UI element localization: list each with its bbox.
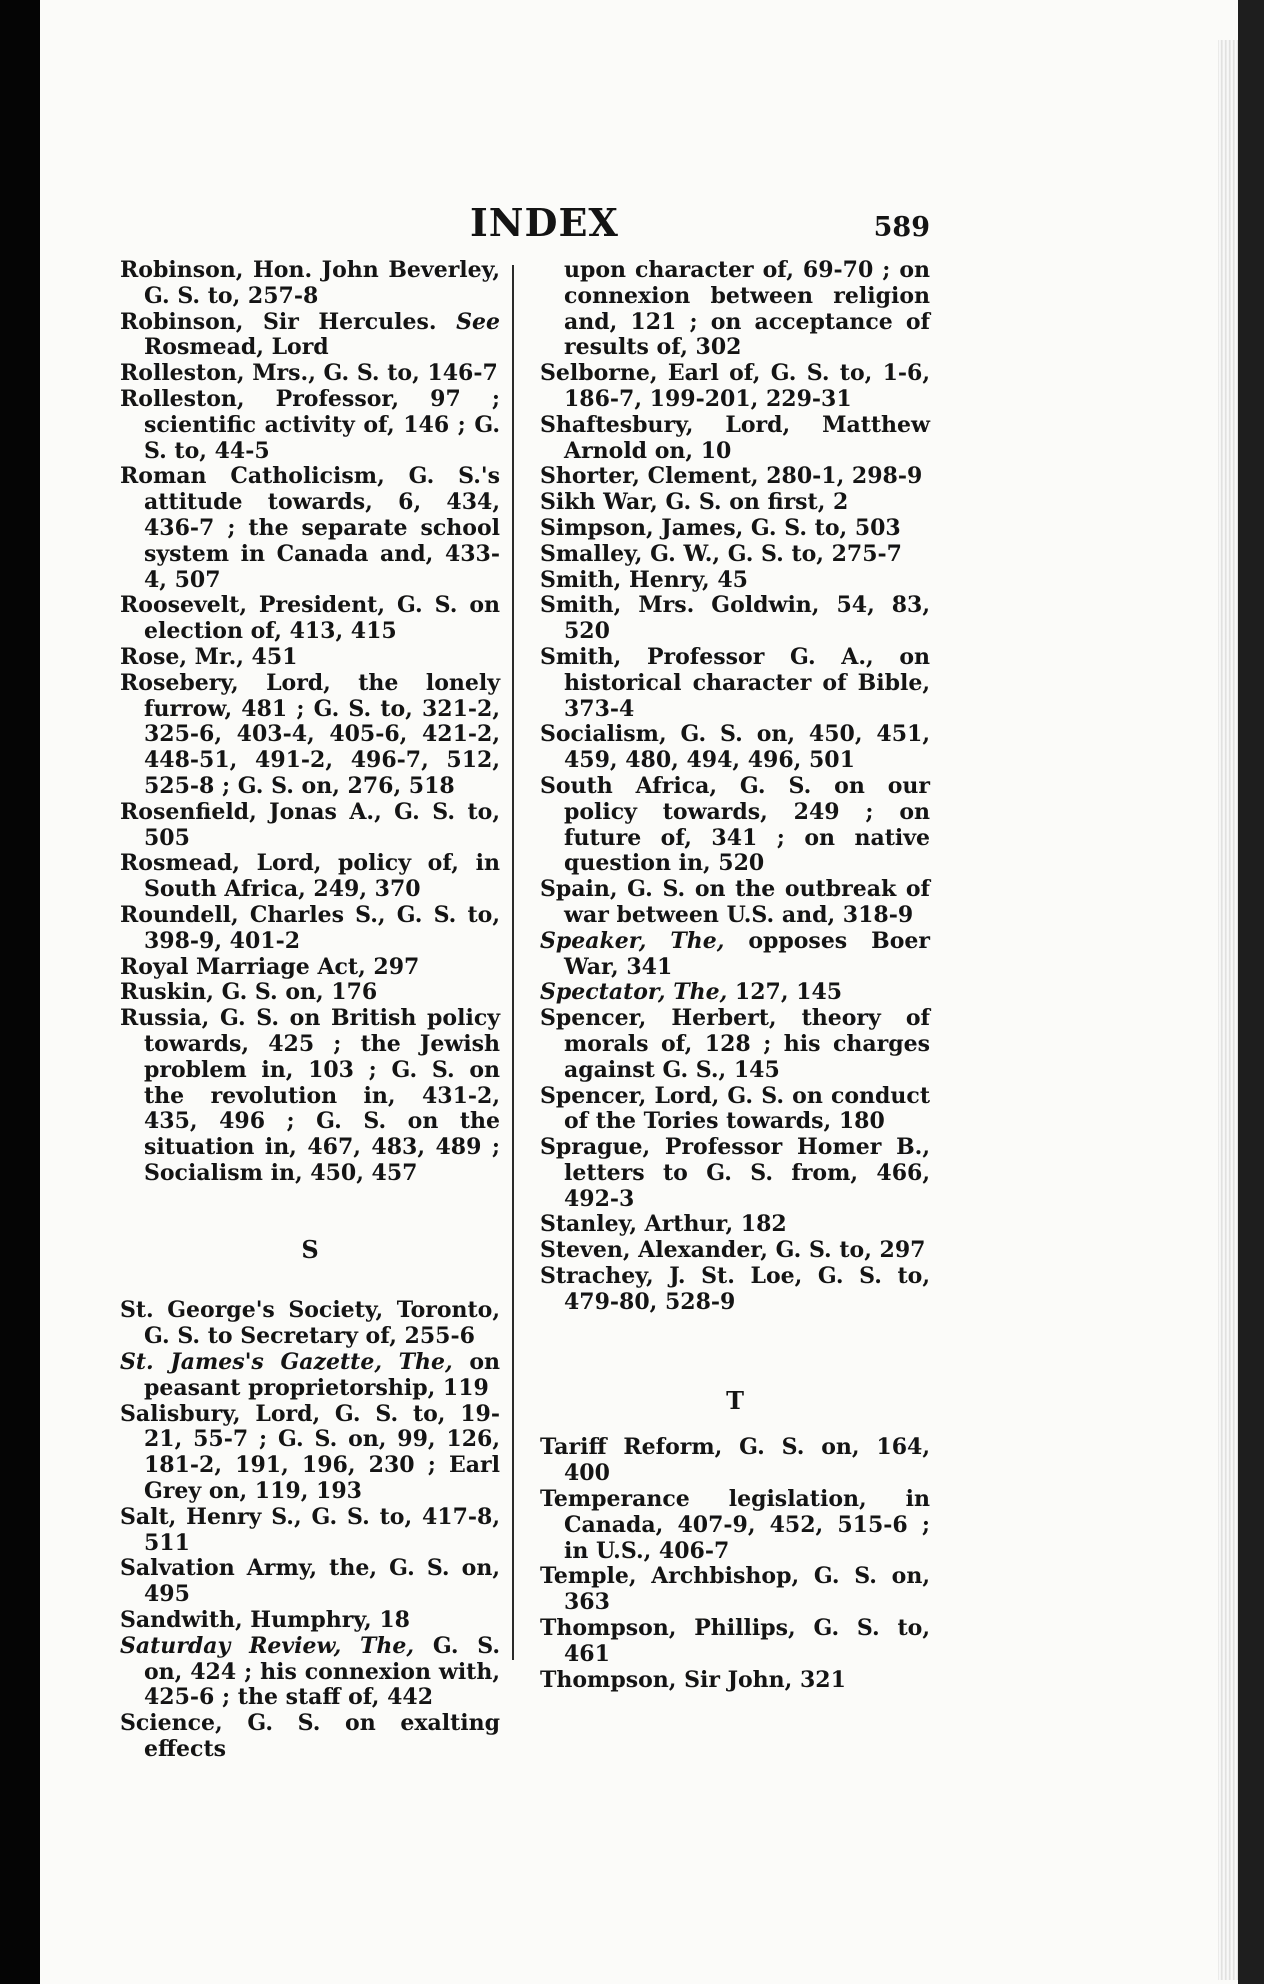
index-entry: South Africa, G. S. on our policy towards, 249 ; on future of, 341 ; on native question in, 520 (540, 772, 930, 877)
index-entry: Smith, Henry, 45 (540, 566, 748, 593)
index-entry: Spencer, Herbert, theory of morals of, 128 ; his charges against G. S., 145 (540, 1005, 930, 1083)
section-letter-t: T (726, 1385, 744, 1415)
index-entry: Sprague, Professor Homer B., letters to G. S. from, 466, 492-3 (540, 1134, 930, 1212)
index-entry: Robinson, Sir Hercules. See Rosmead, Lord (120, 308, 500, 361)
index-entry: Stanley, Arthur, 182 (540, 1211, 787, 1238)
index-entry: Smith, Mrs. Goldwin, 54, 83, 520 (540, 592, 930, 645)
index-entry: Ruskin, G. S. on, 176 (120, 979, 378, 1006)
index-entry: Rosmead, Lord, policy of, in South Africa, 249, 370 (120, 850, 500, 903)
section-letter-s: S (301, 1234, 319, 1264)
index-entry: Strachey, J. St. Loe, G. S. to, 479-80, 528-9 (540, 1263, 930, 1315)
left-entries-s (120, 1298, 500, 1762)
index-entry: Salisbury, Lord, G. S. to, 19-21, 55-7 ; G. S. on, 99, 126, 181-2, 191, 196, 230 ; Earl Grey on, 119, 193 (120, 1400, 500, 1505)
page-number: 589 (873, 212, 930, 243)
column-rule (512, 265, 514, 1660)
running-title: INDEX (470, 200, 619, 245)
index-entry: Salt, Henry S., G. S. to, 417-8, 511 (120, 1503, 500, 1556)
index-entry: Selborne, Earl of, G. S. to, 1-6, 186-7, 199-201, 229-31 (540, 360, 930, 412)
index-entry: Shaftesbury, Lord, Matthew Arnold on, 10 (540, 411, 930, 464)
index-entry: Rosenfield, Jonas A., G. S. to, 505 (120, 798, 500, 851)
right-entries-t (540, 1435, 930, 1693)
index-entry: Spain, G. S. on the outbreak of war between U.S. and, 318-9 (540, 876, 930, 928)
index-entry: Thompson, Sir John, 321 (540, 1666, 846, 1693)
index-entry: Rolleston, Professor, 97 ; scientific activity of, 146 ; G. S. to, 44-5 (120, 385, 500, 464)
index-entry: Spencer, Lord, G. S. on conduct of the Tories towards, 180 (540, 1082, 930, 1135)
index-entry: St. James's Gazette, The, on peasant proprietorship, 119 (120, 1349, 500, 1401)
index-entry: Shorter, Clement, 280-1, 298-9 (540, 463, 923, 490)
index-entry: Sikh War, G. S. on first, 2 (540, 489, 849, 516)
index-entry: Thompson, Phillips, G. S. to, 461 (540, 1615, 930, 1667)
index-column-left (120, 258, 500, 1763)
index-entry: Roundell, Charles S., G. S. to, 398-9, 401-2 (120, 901, 500, 954)
index-entry: Salvation Army, the, G. S. on, 495 (120, 1555, 500, 1608)
index-entry: Roosevelt, President, G. S. on election of, 413, 415 (120, 592, 500, 645)
index-entry: Roman Catholicism, G. S.'s attitude towards, 6, 434, 436-7 ; the separate school system in Canada and, 433-4, 507 (120, 463, 500, 593)
index-entry: Temperance legislation, in Canada, 407-9, 452, 515-6 ; in U.S., 406-7 (540, 1486, 930, 1564)
index-entry: Simpson, James, G. S. to, 503 (540, 514, 901, 541)
index-entry: Temple, Archbishop, G. S. on, 363 (540, 1563, 930, 1616)
index-entry: Sandwith, Humphry, 18 (120, 1607, 410, 1634)
index-entry: Science, G. S. on exalting effects (120, 1710, 500, 1763)
right-entries (540, 258, 930, 1316)
index-entry: Smalley, G. W., G. S. to, 275-7 (540, 540, 902, 567)
index-entry: Speaker, The, opposes Boer War, 341 (540, 927, 930, 980)
page-header (140, 200, 940, 260)
index-entry: Rolleston, Mrs., G. S. to, 146-7 (120, 360, 498, 387)
index-entry: Russia, G. S. on British policy towards, 425 ; the Jewish problem in, 103 ; G. S. on the revolution in, 431-2, 435, 496 ; G. S. on the situation in, 467, 483, 489 ; Socialism in, 450, 457 (120, 1005, 500, 1186)
index-entry: St. George's Society, Toronto, G. S. to Secretary of, 255-6 (120, 1297, 500, 1350)
index-entry: Tariff Reform, G. S. on, 164, 400 (540, 1434, 930, 1487)
scan-border-left (0, 0, 40, 1984)
index-entry: Rosebery, Lord, the lonely furrow, 481 ; G. S. to, 321-2, 325-6, 403-4, 405-6, 421-2, 448-51, 491-2, 496-7, 512, 525-8 ; G. S. on, 276, 518 (120, 669, 500, 799)
index-entry: Spectator, The, 127, 145 (540, 979, 843, 1006)
index-entry: Royal Marriage Act, 297 (120, 953, 420, 980)
index-entry: Robinson, Hon. John Beverley, G. S. to, 257-8 (120, 257, 500, 309)
index-entry: upon character of, 69-70 ; on connexion between religion and, 121 ; on acceptance of results of, 302 (564, 257, 930, 361)
index-entry: Saturday Review, The, G. S. on, 424 ; his connexion with, 425-6 ; the staff of, 442 (120, 1632, 500, 1711)
index-entry: Smith, Professor G. A., on historical character of Bible, 373-4 (540, 643, 930, 722)
index-entry: Socialism, G. S. on, 450, 451, 459, 480, 494, 496, 501 (540, 721, 930, 774)
scan-border-right (1238, 0, 1264, 1984)
left-entries (120, 258, 500, 1187)
index-column-right (540, 258, 930, 1693)
index-entry: Steven, Alexander, G. S. to, 297 (540, 1237, 926, 1264)
index-entry: Rose, Mr., 451 (120, 643, 298, 670)
